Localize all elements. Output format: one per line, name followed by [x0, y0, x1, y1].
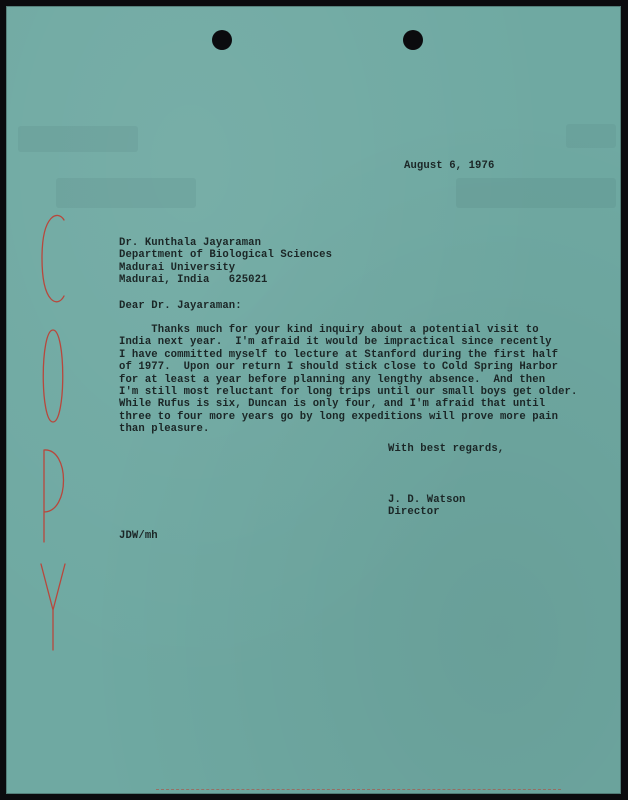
letter-date: August 6, 1976 [404, 160, 495, 172]
bleed-through-mark-3 [456, 178, 616, 208]
copy-stamp-letter-y [41, 564, 65, 650]
body-line: I have committed myself to lecture at Stanford during the first half [119, 348, 559, 361]
copy-stamp-letter-p [44, 450, 64, 542]
recipient-line: Madurai, India 625021 [119, 274, 268, 287]
body-line: of 1977. Upon our return I should stick close to Cold Spring Harbor [119, 361, 559, 374]
signature-title: Director [388, 506, 440, 518]
signature-name: J. D. Watson [388, 494, 466, 506]
bottom-edge-mark [156, 789, 561, 790]
recipient-address [119, 237, 332, 287]
typist-initials: JDW/mh [119, 530, 158, 542]
body-line: Thanks much for your kind inquiry about a potential visit to [119, 324, 539, 336]
copy-stamp-letter-c [42, 215, 64, 301]
copy-stamp [40, 212, 66, 652]
letter-body [119, 324, 577, 436]
bleed-through-mark-1 [18, 126, 138, 152]
salutation: Dear Dr. Jayaraman: [119, 300, 242, 312]
closing: With best regards, [388, 443, 505, 455]
recipient-line: Dr. Kunthala Jayaraman [119, 237, 262, 249]
letter-page [6, 6, 621, 794]
punch-hole-left [212, 30, 232, 50]
body-line: While Rufus is six, Duncan is only four, and I'm afraid that until [119, 398, 546, 411]
bleed-through-mark-4 [566, 124, 616, 148]
body-line: India next year. I'm afraid it would be impractical since recently [119, 336, 552, 349]
recipient-line: Department of Biological Sciences [119, 249, 333, 262]
body-line: three to four more years go by long expeditions will prove more pain [119, 410, 559, 423]
punch-hole-right [403, 30, 423, 50]
body-line: I'm still most reluctant for long trips until our small boys get older. [119, 386, 578, 399]
bleed-through-mark-2 [56, 178, 196, 208]
body-line: than pleasure. [119, 423, 210, 436]
copy-stamp-letter-o [43, 330, 63, 422]
body-line: for at least a year before planning any lengthy absence. And then [119, 373, 546, 386]
recipient-line: Madurai University [119, 261, 236, 274]
